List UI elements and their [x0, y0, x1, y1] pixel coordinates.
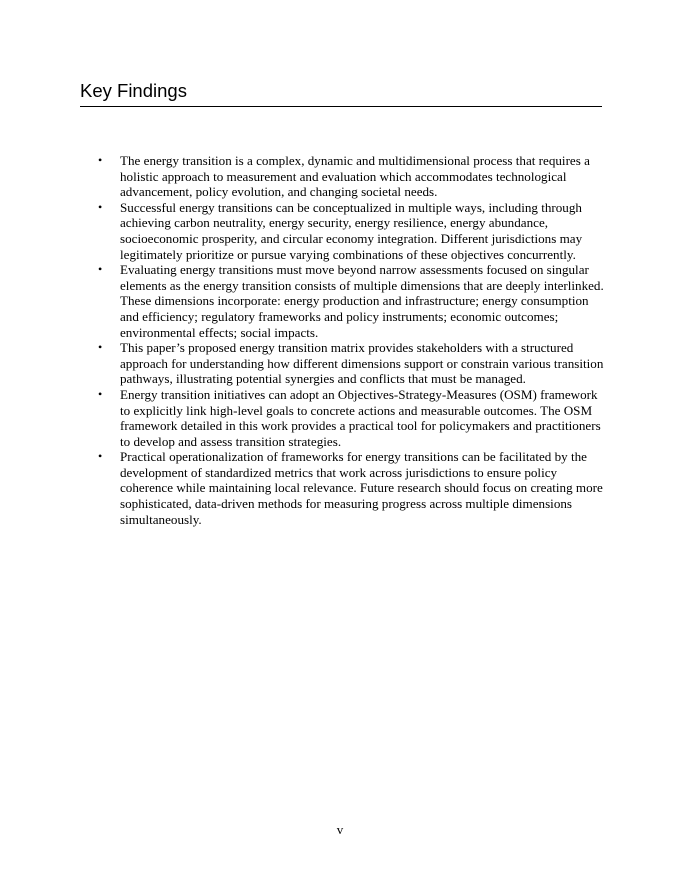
finding-text: This paper’s proposed energy transition matrix provides stakeholders with a structured approach for understanding how different dimensions support or constrain various transition pathways, illustrating potential synergies and conflicts that must be managed.	[120, 340, 604, 387]
bullet-icon: •	[98, 340, 103, 355]
section-heading: Key Findings	[80, 80, 187, 101]
key-findings-list	[98, 153, 606, 527]
bullet-icon: •	[98, 449, 103, 464]
finding-item	[98, 449, 606, 527]
finding-item	[98, 199, 606, 262]
bullet-icon: •	[98, 262, 103, 277]
finding-text: The energy transition is a complex, dynamic and multidimensional process that requires a holistic approach to measurement and evaluation which accommodates technological advancement, policy evolution, and changing societal needs.	[120, 153, 590, 200]
finding-text: Evaluating energy transitions must move beyond narrow assessments focused on singular elements as the energy transition consists of multiple dimensions that are deeply interlinked. These dimensions incorporate: energy production and infrastructure; energy consumption and efficiency; regulatory frameworks and policy instruments; economic outcomes; environmental effects; social impacts.	[120, 262, 604, 340]
finding-text: Energy transition initiatives can adopt an Objectives-Strategy-Measures (OSM) framework to explicitly link high-level goals to concrete actions and measurable outcomes. The OSM framework detailed in this work provides a practical tool for policymakers and practitioners to develop and assess transition strategies.	[120, 386, 601, 449]
finding-text: Practical operationalization of frameworks for energy transitions can be facilitated by the development of standardized metrics that work across jurisdictions to ensure policy coherence while maintaining local relevance. Future research should focus on creating more sophisticated, data-driven methods for measuring progress across multiple dimensions simultaneously.	[120, 449, 603, 527]
finding-item	[98, 153, 606, 200]
bullet-icon: •	[98, 153, 103, 167]
bullet-icon: •	[98, 199, 103, 214]
finding-item	[98, 386, 606, 449]
finding-item	[98, 340, 606, 387]
finding-item	[98, 262, 606, 340]
bullet-icon: •	[98, 386, 103, 401]
page-number: v	[336, 822, 344, 837]
finding-text: Successful energy transitions can be conceptualized in multiple ways, including through achieving carbon neutrality, energy security, energy resilience, energy abundance, socioeconomic prosperity, and circular economy integration. Different jurisdictions may legitimately prioritize or pursue varying combinations of these objectives concurrently.	[120, 199, 583, 262]
heading-underline	[80, 106, 602, 107]
